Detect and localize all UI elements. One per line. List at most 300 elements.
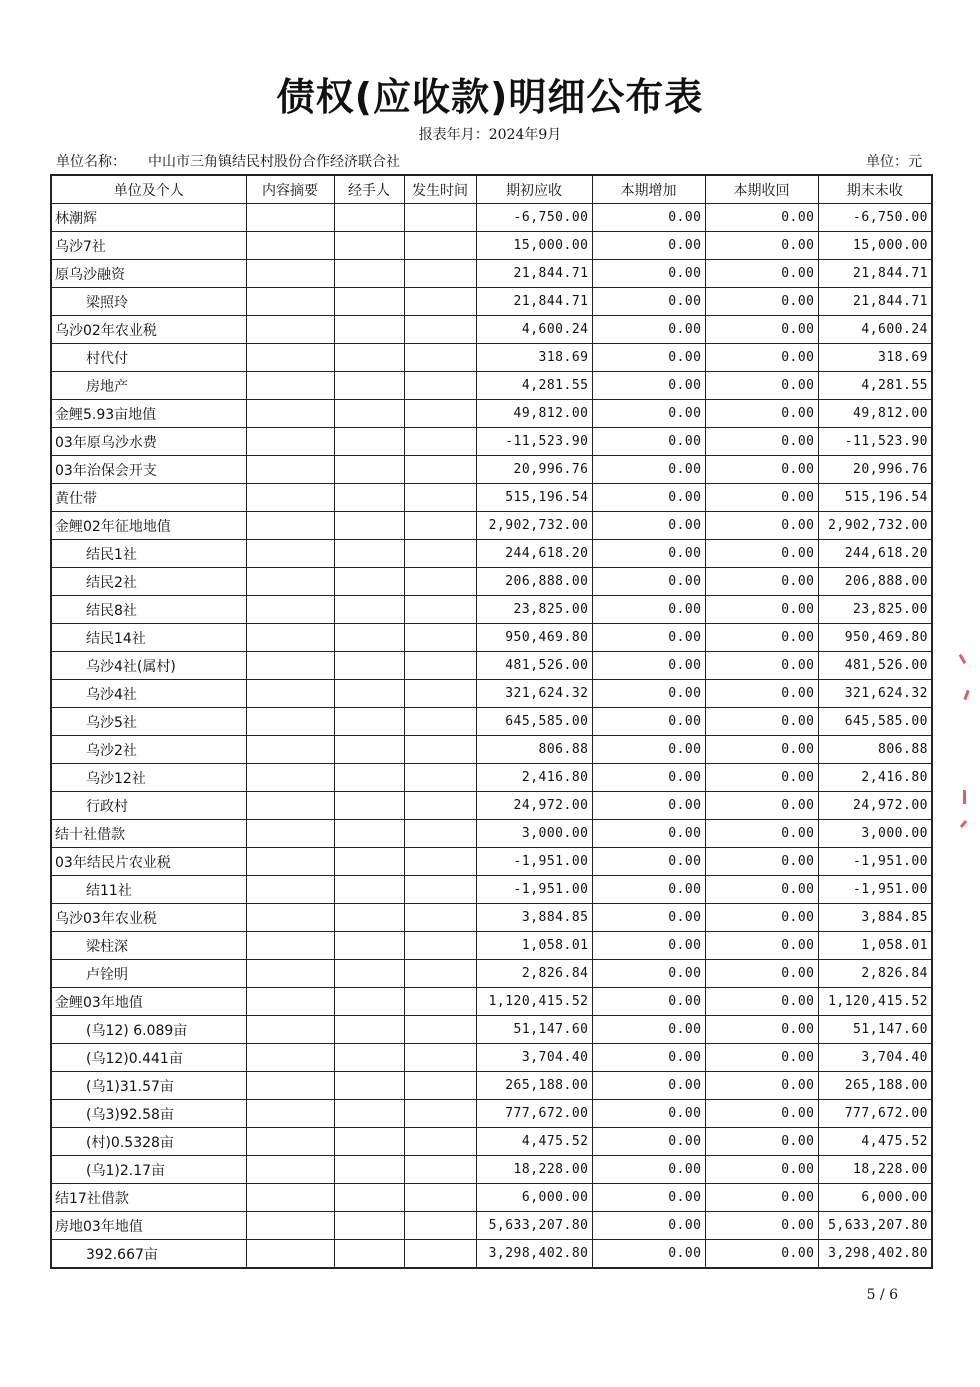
cell-increase: 0.00 xyxy=(592,1072,705,1100)
cell-increase: 0.00 xyxy=(592,988,705,1016)
cell-closing: 2,416.80 xyxy=(818,764,932,792)
cell-recovered: 0.00 xyxy=(705,344,818,372)
cell-recovered: 0.00 xyxy=(705,736,818,764)
cell-summary xyxy=(246,1128,334,1156)
cell-recovered: 0.00 xyxy=(705,876,818,904)
cell-handler xyxy=(334,400,404,428)
cell-handler xyxy=(334,624,404,652)
cell-opening: 21,844.71 xyxy=(476,288,592,316)
cell-entity: 行政村 xyxy=(51,792,246,820)
cell-entity: 03年原乌沙水费 xyxy=(51,428,246,456)
cell-entity: 梁柱深 xyxy=(51,932,246,960)
cell-entity: (乌12) 6.089亩 xyxy=(51,1016,246,1044)
cell-summary xyxy=(246,820,334,848)
cell-date xyxy=(404,456,476,484)
cell-date xyxy=(404,1016,476,1044)
cell-increase: 0.00 xyxy=(592,400,705,428)
cell-date xyxy=(404,1100,476,1128)
cell-date xyxy=(404,568,476,596)
header-closing: 期末未收 xyxy=(818,175,932,204)
cell-closing: 20,996.76 xyxy=(818,456,932,484)
cell-date xyxy=(404,288,476,316)
cell-summary xyxy=(246,596,334,624)
cell-summary xyxy=(246,1240,334,1269)
cell-recovered: 0.00 xyxy=(705,288,818,316)
cell-increase: 0.00 xyxy=(592,1128,705,1156)
cell-handler xyxy=(334,204,404,232)
cell-summary xyxy=(246,540,334,568)
cell-summary xyxy=(246,1100,334,1128)
cell-increase: 0.00 xyxy=(592,204,705,232)
table-row xyxy=(51,596,932,624)
cell-increase: 0.00 xyxy=(592,288,705,316)
cell-entity: 乌沙02年农业税 xyxy=(51,316,246,344)
cell-closing: 481,526.00 xyxy=(818,652,932,680)
cell-recovered: 0.00 xyxy=(705,904,818,932)
table-row xyxy=(51,708,932,736)
cell-closing: 18,228.00 xyxy=(818,1156,932,1184)
table-row xyxy=(51,204,932,232)
cell-increase: 0.00 xyxy=(592,232,705,260)
cell-summary xyxy=(246,904,334,932)
cell-summary xyxy=(246,1072,334,1100)
cell-recovered: 0.00 xyxy=(705,1044,818,1072)
cell-recovered: 0.00 xyxy=(705,624,818,652)
cell-opening: 3,884.85 xyxy=(476,904,592,932)
cell-entity: (乌1)31.57亩 xyxy=(51,1072,246,1100)
cell-closing: 950,469.80 xyxy=(818,624,932,652)
cell-handler xyxy=(334,1100,404,1128)
cell-increase: 0.00 xyxy=(592,260,705,288)
cell-opening: 777,672.00 xyxy=(476,1100,592,1128)
cell-summary xyxy=(246,1156,334,1184)
cell-closing: 6,000.00 xyxy=(818,1184,932,1212)
cell-increase: 0.00 xyxy=(592,1156,705,1184)
cell-date xyxy=(404,596,476,624)
table-row xyxy=(51,876,932,904)
cell-summary xyxy=(246,568,334,596)
cell-opening: 51,147.60 xyxy=(476,1016,592,1044)
cell-handler xyxy=(334,1016,404,1044)
table-row xyxy=(51,1016,932,1044)
cell-entity: (乌12)0.441亩 xyxy=(51,1044,246,1072)
cell-increase: 0.00 xyxy=(592,960,705,988)
cell-summary xyxy=(246,624,334,652)
currency-unit: 单位：元 xyxy=(866,154,922,170)
cell-summary xyxy=(246,484,334,512)
cell-opening: 206,888.00 xyxy=(476,568,592,596)
cell-handler xyxy=(334,540,404,568)
table-row xyxy=(51,1240,932,1269)
cell-opening: 6,000.00 xyxy=(476,1184,592,1212)
cell-entity: 黄仕带 xyxy=(51,484,246,512)
cell-summary xyxy=(246,512,334,540)
table-row xyxy=(51,988,932,1016)
cell-closing: 21,844.71 xyxy=(818,288,932,316)
cell-recovered: 0.00 xyxy=(705,456,818,484)
cell-increase: 0.00 xyxy=(592,1212,705,1240)
cell-handler xyxy=(334,512,404,540)
cell-recovered: 0.00 xyxy=(705,792,818,820)
cell-summary xyxy=(246,372,334,400)
cell-recovered: 0.00 xyxy=(705,708,818,736)
cell-handler xyxy=(334,652,404,680)
cell-closing: -1,951.00 xyxy=(818,848,932,876)
cell-recovered: 0.00 xyxy=(705,204,818,232)
cell-closing: 4,475.52 xyxy=(818,1128,932,1156)
cell-date xyxy=(404,764,476,792)
cell-summary xyxy=(246,680,334,708)
cell-recovered: 0.00 xyxy=(705,932,818,960)
table-row xyxy=(51,428,932,456)
cell-opening: 806.88 xyxy=(476,736,592,764)
cell-handler xyxy=(334,484,404,512)
red-stamp-mark xyxy=(959,654,967,664)
cell-entity: 乌沙5社 xyxy=(51,708,246,736)
table-row xyxy=(51,652,932,680)
cell-handler xyxy=(334,1212,404,1240)
cell-increase: 0.00 xyxy=(592,792,705,820)
cell-closing: 777,672.00 xyxy=(818,1100,932,1128)
cell-date xyxy=(404,484,476,512)
cell-summary xyxy=(246,456,334,484)
cell-recovered: 0.00 xyxy=(705,848,818,876)
cell-date xyxy=(404,708,476,736)
cell-handler xyxy=(334,820,404,848)
cell-summary xyxy=(246,960,334,988)
cell-closing: 4,600.24 xyxy=(818,316,932,344)
cell-summary xyxy=(246,428,334,456)
header-recovered: 本期收回 xyxy=(705,175,818,204)
cell-entity: 结民2社 xyxy=(51,568,246,596)
cell-handler xyxy=(334,932,404,960)
cell-handler xyxy=(334,848,404,876)
table-row xyxy=(51,624,932,652)
cell-recovered: 0.00 xyxy=(705,680,818,708)
cell-closing: 49,812.00 xyxy=(818,400,932,428)
cell-handler xyxy=(334,708,404,736)
cell-entity: 村代付 xyxy=(51,344,246,372)
cell-opening: 3,000.00 xyxy=(476,820,592,848)
cell-handler xyxy=(334,764,404,792)
cell-opening: 3,298,402.80 xyxy=(476,1240,592,1269)
cell-date xyxy=(404,428,476,456)
cell-recovered: 0.00 xyxy=(705,652,818,680)
cell-closing: 515,196.54 xyxy=(818,484,932,512)
table-row xyxy=(51,1072,932,1100)
report-period: 报表年月：2024年9月 xyxy=(418,127,562,143)
cell-date xyxy=(404,876,476,904)
cell-recovered: 0.00 xyxy=(705,1240,818,1269)
cell-closing: 2,902,732.00 xyxy=(818,512,932,540)
cell-closing: 3,000.00 xyxy=(818,820,932,848)
unit-name-label: 单位名称： xyxy=(56,154,126,170)
cell-recovered: 0.00 xyxy=(705,1212,818,1240)
cell-recovered: 0.00 xyxy=(705,512,818,540)
cell-date xyxy=(404,848,476,876)
header-opening: 期初应收 xyxy=(476,175,592,204)
cell-closing: 1,120,415.52 xyxy=(818,988,932,1016)
cell-date xyxy=(404,1212,476,1240)
cell-recovered: 0.00 xyxy=(705,1072,818,1100)
cell-closing: 3,298,402.80 xyxy=(818,1240,932,1269)
table-row xyxy=(51,1128,932,1156)
cell-opening: 3,704.40 xyxy=(476,1044,592,1072)
cell-date xyxy=(404,260,476,288)
cell-summary xyxy=(246,1184,334,1212)
cell-handler xyxy=(334,288,404,316)
cell-date xyxy=(404,1044,476,1072)
cell-date xyxy=(404,372,476,400)
table-row xyxy=(51,288,932,316)
cell-recovered: 0.00 xyxy=(705,1128,818,1156)
table-row xyxy=(51,764,932,792)
cell-entity: (乌3)92.58亩 xyxy=(51,1100,246,1128)
cell-recovered: 0.00 xyxy=(705,764,818,792)
cell-closing: 4,281.55 xyxy=(818,372,932,400)
cell-increase: 0.00 xyxy=(592,596,705,624)
red-stamp-mark xyxy=(963,690,969,700)
cell-opening: 24,972.00 xyxy=(476,792,592,820)
cell-closing: 806.88 xyxy=(818,736,932,764)
cell-opening: 515,196.54 xyxy=(476,484,592,512)
cell-handler xyxy=(334,904,404,932)
cell-date xyxy=(404,316,476,344)
cell-date xyxy=(404,680,476,708)
cell-opening: 321,624.32 xyxy=(476,680,592,708)
cell-handler xyxy=(334,792,404,820)
cell-opening: 2,826.84 xyxy=(476,960,592,988)
cell-entity: 结民14社 xyxy=(51,624,246,652)
cell-closing: -6,750.00 xyxy=(818,204,932,232)
table-row xyxy=(51,680,932,708)
table-row xyxy=(51,484,932,512)
cell-opening: 4,281.55 xyxy=(476,372,592,400)
cell-recovered: 0.00 xyxy=(705,988,818,1016)
cell-opening: 2,902,732.00 xyxy=(476,512,592,540)
cell-increase: 0.00 xyxy=(592,932,705,960)
cell-summary xyxy=(246,736,334,764)
table-row xyxy=(51,736,932,764)
table-row xyxy=(51,232,932,260)
cell-handler xyxy=(334,372,404,400)
cell-opening: 5,633,207.80 xyxy=(476,1212,592,1240)
cell-handler xyxy=(334,260,404,288)
cell-closing: 645,585.00 xyxy=(818,708,932,736)
cell-closing: 21,844.71 xyxy=(818,260,932,288)
cell-increase: 0.00 xyxy=(592,652,705,680)
cell-increase: 0.00 xyxy=(592,428,705,456)
cell-entity: 结民1社 xyxy=(51,540,246,568)
cell-closing: 3,704.40 xyxy=(818,1044,932,1072)
cell-handler xyxy=(334,1072,404,1100)
cell-entity: 结17社借款 xyxy=(51,1184,246,1212)
table-row xyxy=(51,1100,932,1128)
cell-opening: 950,469.80 xyxy=(476,624,592,652)
table-row xyxy=(51,344,932,372)
cell-entity: 林潮辉 xyxy=(51,204,246,232)
table-row xyxy=(51,792,932,820)
cell-handler xyxy=(334,232,404,260)
cell-increase: 0.00 xyxy=(592,456,705,484)
table-row xyxy=(51,1212,932,1240)
cell-recovered: 0.00 xyxy=(705,1100,818,1128)
cell-opening: 4,475.52 xyxy=(476,1128,592,1156)
cell-increase: 0.00 xyxy=(592,1016,705,1044)
cell-increase: 0.00 xyxy=(592,540,705,568)
cell-entity: 金鲤02年征地地值 xyxy=(51,512,246,540)
cell-entity: 乌沙12社 xyxy=(51,764,246,792)
cell-recovered: 0.00 xyxy=(705,260,818,288)
cell-increase: 0.00 xyxy=(592,764,705,792)
cell-opening: 481,526.00 xyxy=(476,652,592,680)
cell-date xyxy=(404,344,476,372)
cell-closing: 24,972.00 xyxy=(818,792,932,820)
cell-recovered: 0.00 xyxy=(705,820,818,848)
cell-entity: 金鲤03年地值 xyxy=(51,988,246,1016)
cell-recovered: 0.00 xyxy=(705,1184,818,1212)
cell-date xyxy=(404,512,476,540)
cell-opening: 15,000.00 xyxy=(476,232,592,260)
cell-handler xyxy=(334,428,404,456)
cell-entity: 03年结民片农业税 xyxy=(51,848,246,876)
cell-opening: 18,228.00 xyxy=(476,1156,592,1184)
cell-closing: 5,633,207.80 xyxy=(818,1212,932,1240)
cell-opening: -11,523.90 xyxy=(476,428,592,456)
cell-date xyxy=(404,988,476,1016)
header-entity: 单位及个人 xyxy=(51,175,246,204)
table-row xyxy=(51,820,932,848)
header-date: 发生时间 xyxy=(404,175,476,204)
cell-handler xyxy=(334,960,404,988)
cell-recovered: 0.00 xyxy=(705,372,818,400)
cell-increase: 0.00 xyxy=(592,904,705,932)
cell-handler xyxy=(334,596,404,624)
red-stamp-mark xyxy=(963,790,966,804)
cell-recovered: 0.00 xyxy=(705,568,818,596)
cell-summary xyxy=(246,316,334,344)
cell-handler xyxy=(334,568,404,596)
cell-recovered: 0.00 xyxy=(705,960,818,988)
cell-handler xyxy=(334,736,404,764)
table-header-row xyxy=(51,175,932,204)
cell-entity: 392.667亩 xyxy=(51,1240,246,1269)
cell-recovered: 0.00 xyxy=(705,540,818,568)
cell-opening: 1,058.01 xyxy=(476,932,592,960)
cell-closing: 244,618.20 xyxy=(818,540,932,568)
cell-closing: 265,188.00 xyxy=(818,1072,932,1100)
cell-closing: 2,826.84 xyxy=(818,960,932,988)
table-row xyxy=(51,904,932,932)
cell-increase: 0.00 xyxy=(592,372,705,400)
cell-increase: 0.00 xyxy=(592,624,705,652)
cell-handler xyxy=(334,456,404,484)
cell-increase: 0.00 xyxy=(592,344,705,372)
table-row xyxy=(51,540,932,568)
cell-date xyxy=(404,652,476,680)
header-increase: 本期增加 xyxy=(592,175,705,204)
cell-handler xyxy=(334,1044,404,1072)
table-body xyxy=(51,204,932,1269)
cell-recovered: 0.00 xyxy=(705,1016,818,1044)
cell-closing: 15,000.00 xyxy=(818,232,932,260)
cell-summary xyxy=(246,1044,334,1072)
cell-handler xyxy=(334,344,404,372)
cell-summary xyxy=(246,652,334,680)
table-row xyxy=(51,1184,932,1212)
cell-entity: 乌沙7社 xyxy=(51,232,246,260)
cell-summary xyxy=(246,932,334,960)
cell-closing: 23,825.00 xyxy=(818,596,932,624)
cell-closing: 321,624.32 xyxy=(818,680,932,708)
cell-summary xyxy=(246,204,334,232)
cell-increase: 0.00 xyxy=(592,484,705,512)
cell-increase: 0.00 xyxy=(592,316,705,344)
cell-entity: (乌1)2.17亩 xyxy=(51,1156,246,1184)
cell-handler xyxy=(334,988,404,1016)
cell-recovered: 0.00 xyxy=(705,596,818,624)
header-summary: 内容摘要 xyxy=(246,175,334,204)
cell-opening: 244,618.20 xyxy=(476,540,592,568)
cell-increase: 0.00 xyxy=(592,736,705,764)
cell-closing: 51,147.60 xyxy=(818,1016,932,1044)
cell-opening: 265,188.00 xyxy=(476,1072,592,1100)
cell-handler xyxy=(334,876,404,904)
cell-date xyxy=(404,232,476,260)
cell-handler xyxy=(334,680,404,708)
cell-opening: -1,951.00 xyxy=(476,848,592,876)
cell-date xyxy=(404,1156,476,1184)
cell-closing: -1,951.00 xyxy=(818,876,932,904)
cell-entity: 乌沙2社 xyxy=(51,736,246,764)
cell-opening: 645,585.00 xyxy=(476,708,592,736)
cell-date xyxy=(404,960,476,988)
table-row xyxy=(51,512,932,540)
cell-opening: 21,844.71 xyxy=(476,260,592,288)
cell-entity: 原乌沙融资 xyxy=(51,260,246,288)
cell-date xyxy=(404,540,476,568)
cell-date xyxy=(404,904,476,932)
cell-date xyxy=(404,1072,476,1100)
cell-opening: 318.69 xyxy=(476,344,592,372)
cell-closing: 1,058.01 xyxy=(818,932,932,960)
cell-date xyxy=(404,1128,476,1156)
cell-entity: 乌沙4社 xyxy=(51,680,246,708)
receivables-table xyxy=(50,174,933,1269)
cell-date xyxy=(404,792,476,820)
cell-recovered: 0.00 xyxy=(705,400,818,428)
cell-entity: 结民8社 xyxy=(51,596,246,624)
cell-date xyxy=(404,932,476,960)
cell-entity: 乌沙03年农业税 xyxy=(51,904,246,932)
cell-closing: 3,884.85 xyxy=(818,904,932,932)
cell-entity: 03年治保会开支 xyxy=(51,456,246,484)
cell-summary xyxy=(246,764,334,792)
cell-handler xyxy=(334,1156,404,1184)
cell-summary xyxy=(246,708,334,736)
cell-recovered: 0.00 xyxy=(705,484,818,512)
table-row xyxy=(51,960,932,988)
cell-closing: -11,523.90 xyxy=(818,428,932,456)
cell-date xyxy=(404,1240,476,1269)
cell-opening: 49,812.00 xyxy=(476,400,592,428)
cell-opening: 2,416.80 xyxy=(476,764,592,792)
document-title: 债权(应收款)明细公布表 xyxy=(276,75,704,119)
table-row xyxy=(51,1044,932,1072)
cell-entity: 结11社 xyxy=(51,876,246,904)
table-row xyxy=(51,568,932,596)
cell-increase: 0.00 xyxy=(592,820,705,848)
